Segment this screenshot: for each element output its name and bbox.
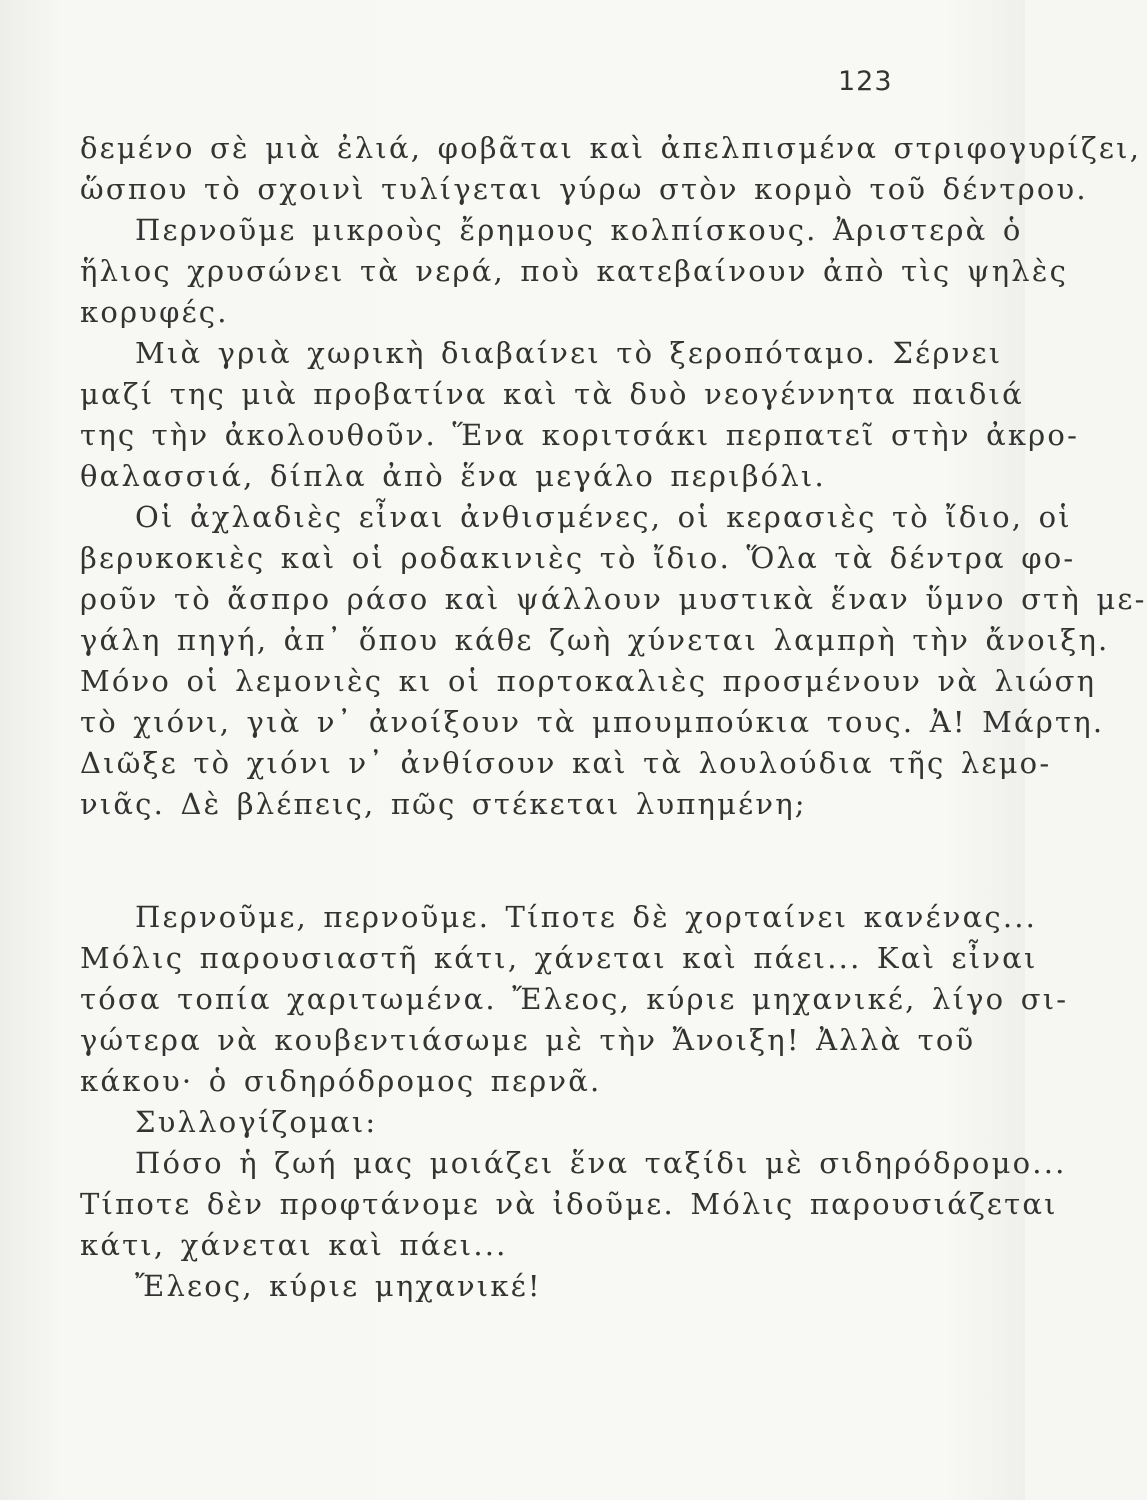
text-line: Πόσο ἡ ζωή μας μοιάζει ἕνα ταξίδι μὲ σιδηρόδρομο... (135, 1146, 1067, 1180)
paragraph (80, 1266, 880, 1307)
paragraph (80, 210, 1069, 333)
page-text (80, 128, 1147, 1307)
text-line: τόσα τοπία χαριτωμένα. Ἔλεος, κύριε μηχανικέ, λίγο σι- (80, 982, 1069, 1016)
text-line: Ἔλεος, κύριε μηχανικέ! (135, 1269, 542, 1303)
paragraph (80, 897, 1069, 1102)
text-line: ὥσπου τὸ σχοινὶ τυλίγεται γύρω στὸν κορμὸ τοῦ δέντρου. (80, 172, 1088, 206)
text-line: γώτερα νὰ κουβεντιάσωμε μὲ τὴν Ἄνοιξη! Ἀλλὰ τοῦ (80, 1023, 976, 1057)
text-line: ροῦν τὸ ἄσπρο ράσο καὶ ψάλλουν μυστικὰ ἕναν ὕμνο στὴ με- (80, 582, 1147, 616)
paragraph (80, 333, 1080, 497)
paragraph (80, 497, 1147, 825)
text-line: Συλλογίζομαι: (135, 1105, 378, 1139)
text-line: τὸ χιόνι, γιὰ ν᾽ ἀνοίξουν τὰ μπουμπούκια τους. Ἀ! Μάρτη. (80, 705, 1105, 739)
page-number: 123 (838, 66, 893, 97)
text-line: δεμένο σὲ μιὰ ἐλιά, φοβᾶται καὶ ἀπελπισμένα στριφογυρίζει, (80, 131, 1142, 165)
text-line: Μόνο οἱ λεμονιὲς κι οἱ πορτοκαλιὲς προσμένουν νὰ λιώση (80, 664, 1097, 698)
paragraph (80, 1102, 880, 1143)
text-line: βερυκοκιὲς καὶ οἱ ροδακινιὲς τὸ ἴδιο. Ὅλα τὰ δέντρα φο- (80, 541, 1076, 575)
text-line: Τίποτε δὲν προφτάνομε νὰ ἰδοῦμε. Μόλις παρουσιάζεται (80, 1187, 1058, 1221)
text-line: μαζί της μιὰ προβατίνα καὶ τὰ δυὸ νεογέννητα παιδιά (80, 377, 1024, 411)
section-gap (80, 825, 880, 897)
text-line: Οἱ ἀχλαδιὲς εἶναι ἀνθισμένες, οἱ κερασιὲς τὸ ἴδιο, οἱ (135, 500, 1072, 534)
text-line: θαλασσιά, δίπλα ἀπὸ ἕνα μεγάλο περιβόλι. (80, 459, 826, 493)
text-line: Διῶξε τὸ χιόνι ν᾽ ἀνθίσουν καὶ τὰ λουλούδια τῆς λεμο- (80, 746, 1052, 780)
text-line: Μιὰ γριὰ χωρικὴ διαβαίνει τὸ ξεροπόταμο. Σέρνει (135, 336, 1003, 370)
text-line: της τὴν ἀκολουθοῦν. Ἕνα κοριτσάκι περπατεῖ στὴν ἀκρο- (80, 418, 1080, 452)
paragraph (80, 1143, 1067, 1266)
text-line: κορυφές. (80, 295, 229, 329)
text-line: κάτι, χάνεται καὶ πάει... (80, 1228, 508, 1262)
text-line: νιᾶς. Δὲ βλέπεις, πῶς στέκεται λυπημένη; (80, 787, 807, 821)
text-line: γάλη πηγή, ἀπ᾽ ὅπου κάθε ζωὴ χύνεται λαμπρὴ τὴν ἄνοιξη. (80, 623, 1110, 657)
text-line: κάκου· ὁ σιδηρόδρομος περνᾶ. (80, 1064, 602, 1098)
text-line: Μόλις παρουσιαστῆ κάτι, χάνεται καὶ πάει... Καὶ εἶναι (80, 941, 1038, 975)
text-line: Περνοῦμε, περνοῦμε. Τίποτε δὲ χορταίνει κανένας... (135, 900, 1038, 934)
paragraph (80, 128, 1142, 210)
text-line: Περνοῦμε μικροὺς ἔρημους κολπίσκους. Ἀριστερὰ ὁ (135, 213, 1023, 247)
text-line: ἥλιος χρυσώνει τὰ νερά, ποὺ κατεβαίνουν ἀπὸ τὶς ψηλὲς (80, 254, 1069, 288)
